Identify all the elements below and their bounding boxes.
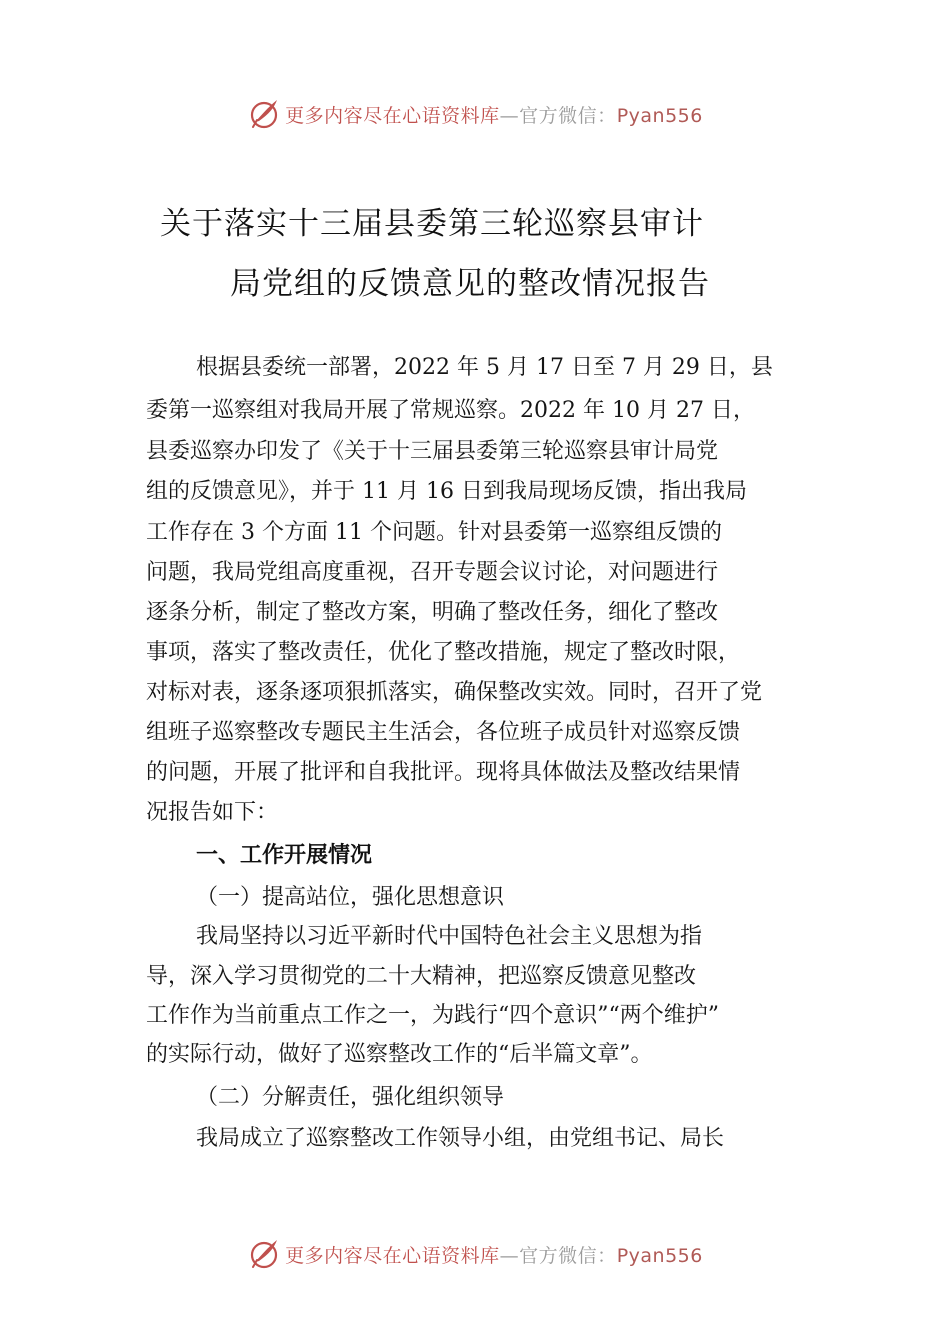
body-line: 我局坚持以习近平新时代中国特色社会主义思想为指 xyxy=(196,924,703,949)
intro-line: 况报告如下： xyxy=(146,800,279,825)
intro-line: 事项，落实了整改责任，优化了整改措施，规定了整改时限， xyxy=(146,640,741,665)
watermark-brand: 更多内容尽在心语资料库 xyxy=(285,104,500,127)
body-line: 导，深入学习贯彻党的二十大精神，把巡察反馈意见整改 xyxy=(146,964,697,989)
subsection-heading: （二）分解责任，强化组织领导 xyxy=(196,1085,505,1110)
intro-line: 对标对表，逐条逐项狠抓落实，确保整改实效。同时，召开了党 xyxy=(146,680,763,705)
watermark-separator: — xyxy=(499,104,520,127)
intro-line: 逐条分析，制定了整改方案，明确了整改任务，细化了整改 xyxy=(146,600,719,625)
watermark-wechat-id: Pyan556 xyxy=(616,104,703,127)
footer-watermark xyxy=(0,1236,950,1272)
header-watermark xyxy=(0,96,950,132)
intro-line: 工作存在 3 个方面 11 个问题。针对县委第一巡察组反馈的 xyxy=(146,520,722,545)
body-line: 我局成立了巡察整改工作领导小组，由党组书记、局长 xyxy=(196,1126,725,1151)
intro-line: 组的反馈意见》，并于 11 月 16 日到我局现场反馈，指出我局 xyxy=(146,479,747,504)
watermark-text xyxy=(285,101,703,128)
document-title-line-1: 关于落实十三届县委第三轮巡察县审计 xyxy=(160,206,704,242)
intro-line: 的问题，开展了批评和自我批评。现将具体做法及整改结果情 xyxy=(146,760,741,785)
intro-line: 根据县委统一部署，2022 年 5 月 17 日至 7 月 29 日，县 xyxy=(196,355,773,380)
watermark-separator: — xyxy=(499,1244,520,1267)
document-title-line-2: 局党组的反馈意见的整改情况报告 xyxy=(230,266,710,302)
watermark-label: 官方微信： xyxy=(519,104,617,127)
watermark-text xyxy=(285,1241,703,1268)
watermark-brand: 更多内容尽在心语资料库 xyxy=(285,1244,500,1267)
quill-logo-icon xyxy=(247,1236,283,1272)
quill-logo-icon xyxy=(247,96,283,132)
subsection-heading: （一）提高站位，强化思想意识 xyxy=(196,885,505,910)
intro-line: 委第一巡察组对我局开展了常规巡察。2022 年 10 月 27 日， xyxy=(146,398,755,423)
intro-line: 问题，我局党组高度重视，召开专题会议讨论，对问题进行 xyxy=(146,560,719,585)
section-heading: 一、工作开展情况 xyxy=(196,843,373,868)
watermark-wechat-id: Pyan556 xyxy=(616,1244,703,1267)
intro-line: 县委巡察办印发了《关于十三届县委第三轮巡察县审计局党 xyxy=(146,439,719,464)
body-line: 工作作为当前重点工作之一，为践行“四个意识”“两个维护” xyxy=(146,1003,719,1028)
watermark-label: 官方微信： xyxy=(519,1244,617,1267)
body-line: 的实际行动，做好了巡察整改工作的“后半篇文章”。 xyxy=(146,1042,653,1067)
intro-line: 组班子巡察整改专题民主生活会，各位班子成员针对巡察反馈 xyxy=(146,720,741,745)
